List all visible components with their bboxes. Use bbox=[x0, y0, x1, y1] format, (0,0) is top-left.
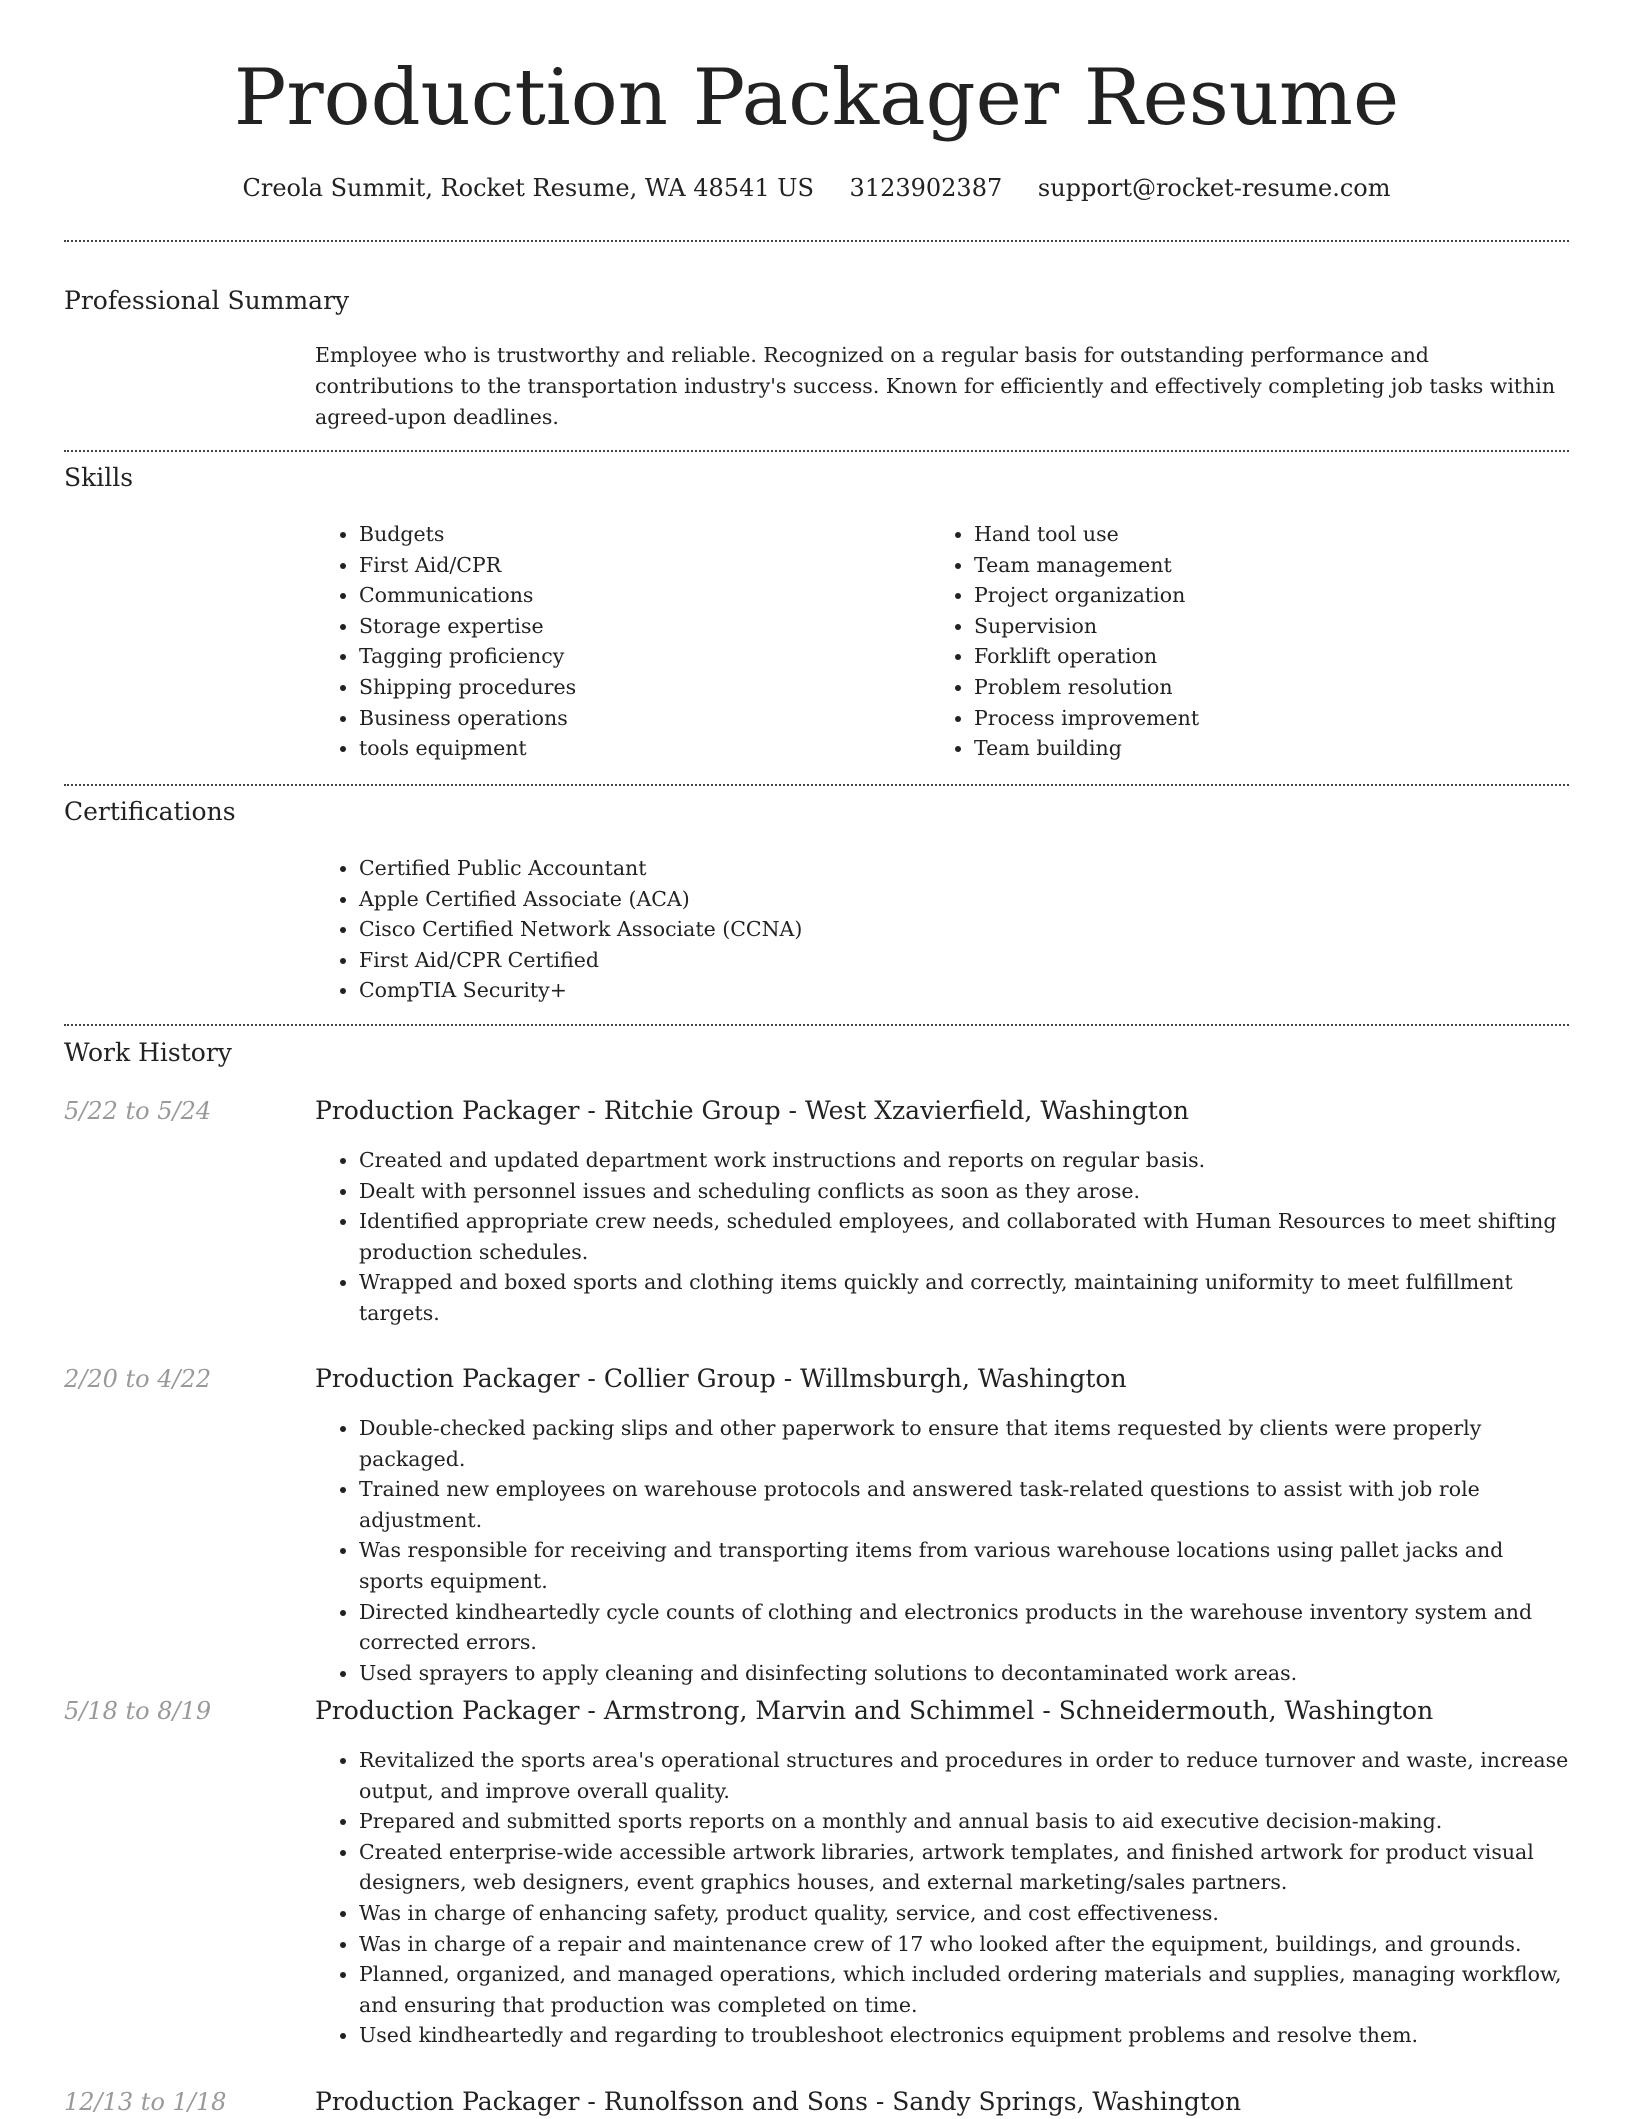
skill-item: • Team management bbox=[974, 550, 1574, 581]
section-divider bbox=[64, 784, 1569, 786]
resume-page bbox=[64, 0, 1569, 2116]
certification-item: • First Aid/CPR Certified bbox=[359, 945, 1559, 976]
job-dates: 5/18 to 8/19 bbox=[64, 1697, 212, 1725]
skill-item: • Budgets bbox=[359, 519, 919, 550]
skill-item: • Forklift operation bbox=[974, 641, 1574, 672]
skills-list-left bbox=[315, 519, 919, 764]
skill-item: • Team building bbox=[974, 733, 1574, 764]
section-divider bbox=[64, 240, 1569, 242]
job-bullets bbox=[315, 1145, 1569, 1329]
resume-title: Production Packager Resume bbox=[233, 53, 1400, 143]
job-bullet: • Dealt with personnel issues and scheduling conflicts as soon as they arose. bbox=[359, 1176, 1569, 1207]
certification-item: • CompTIA Security+ bbox=[359, 975, 1559, 1006]
contact-address: Creola Summit, Rocket Resume, WA 48541 US bbox=[242, 174, 814, 202]
skill-item: • Tagging proficiency bbox=[359, 641, 919, 672]
certification-item: • Apple Certified Associate (ACA) bbox=[359, 884, 1559, 915]
job-bullet: • Was responsible for receiving and transporting items from various warehouse locations using pallet jacks and sports equipment. bbox=[359, 1535, 1569, 1596]
job-title: Production Packager - Runolfsson and Sons - Sandy Springs, Washington bbox=[315, 2087, 1242, 2116]
job-bullet: • Identified appropriate crew needs, scheduled employees, and collaborated with Human Resources to meet shifting production schedules. bbox=[359, 1206, 1569, 1267]
summary-text: Employee who is trustworthy and reliable. Recognized on a regular basis for outstanding performance and contributions to the transportation industry's success. Known for efficiently and effectively completing job tasks within agreed-upon deadlines. bbox=[315, 343, 1556, 429]
certification-item: • Cisco Certified Network Associate (CCNA) bbox=[359, 914, 1559, 945]
skill-item: • Shipping procedures bbox=[359, 672, 919, 703]
skill-item: • Supervision bbox=[974, 611, 1574, 642]
work-history-heading: Work History bbox=[64, 1038, 232, 1067]
job-bullet: • Created enterprise-wide accessible artwork libraries, artwork templates, and finished artwork for product visual designers, web designers, event graphics houses, and external marketing/sales partners. bbox=[359, 1837, 1569, 1898]
job-bullets bbox=[315, 1413, 1569, 1688]
skill-item: • Business operations bbox=[359, 703, 919, 734]
job-bullet: • Trained new employees on warehouse protocols and answered task-related questions to assist with job role adjustment. bbox=[359, 1474, 1569, 1535]
job-dates: 12/13 to 1/18 bbox=[64, 2088, 227, 2116]
contact-phone: 3123902387 bbox=[849, 174, 1003, 202]
contact-email: support@rocket-resume.com bbox=[1037, 174, 1391, 202]
job-bullet: • Used kindheartedly and regarding to troubleshoot electronics equipment problems and resolve them. bbox=[359, 2020, 1569, 2051]
skill-item: • Process improvement bbox=[974, 703, 1574, 734]
skill-item: • Storage expertise bbox=[359, 611, 919, 642]
skill-item: • Hand tool use bbox=[974, 519, 1574, 550]
job-title: Production Packager - Collier Group - Willmsburgh, Washington bbox=[315, 1364, 1127, 1393]
job-bullet: • Created and updated department work instructions and reports on regular basis. bbox=[359, 1145, 1569, 1176]
skills-heading: Skills bbox=[64, 463, 134, 492]
job-dates: 5/22 to 5/24 bbox=[64, 1097, 212, 1125]
skill-item: • Communications bbox=[359, 580, 919, 611]
skill-item: • tools equipment bbox=[359, 733, 919, 764]
job-dates: 2/20 to 4/22 bbox=[64, 1365, 212, 1393]
job-bullet: • Wrapped and boxed sports and clothing items quickly and correctly, maintaining uniformity to meet fulfillment targets. bbox=[359, 1267, 1569, 1328]
job-bullet: • Planned, organized, and managed operations, which included ordering materials and supplies, managing workflow, and ensuring that production was completed on time. bbox=[359, 1959, 1569, 2020]
job-bullet: • Used sprayers to apply cleaning and disinfecting solutions to decontaminated work areas. bbox=[359, 1658, 1569, 1689]
job-bullets bbox=[315, 1745, 1569, 2051]
certifications-list bbox=[315, 853, 1559, 1006]
certification-item: • Certified Public Accountant bbox=[359, 853, 1559, 884]
job-bullet: • Was in charge of a repair and maintenance crew of 17 who looked after the equipment, buildings, and grounds. bbox=[359, 1929, 1569, 1960]
section-divider bbox=[64, 1024, 1569, 1026]
skill-item: • Project organization bbox=[974, 580, 1574, 611]
job-bullet: • Directed kindheartedly cycle counts of clothing and electronics products in the warehouse inventory system and corrected errors. bbox=[359, 1597, 1569, 1658]
job-title: Production Packager - Ritchie Group - West Xzavierfield, Washington bbox=[315, 1096, 1189, 1125]
summary-heading: Professional Summary bbox=[64, 286, 350, 315]
contact-line bbox=[64, 170, 1569, 206]
job-title: Production Packager - Armstrong, Marvin and Schimmel - Schneidermouth, Washington bbox=[315, 1696, 1434, 1725]
job-bullet: • Prepared and submitted sports reports on a monthly and annual basis to aid executive decision-making. bbox=[359, 1806, 1569, 1837]
skills-list-right bbox=[930, 519, 1574, 764]
job-bullet: • Revitalized the sports area's operational structures and procedures in order to reduce turnover and waste, increase output, and improve overall quality. bbox=[359, 1745, 1569, 1806]
skill-item: • First Aid/CPR bbox=[359, 550, 919, 581]
certifications-heading: Certifications bbox=[64, 797, 236, 826]
job-bullet: • Was in charge of enhancing safety, product quality, service, and cost effectiveness. bbox=[359, 1898, 1569, 1929]
job-bullet: • Double-checked packing slips and other paperwork to ensure that items requested by clients were properly packaged. bbox=[359, 1413, 1569, 1474]
skill-item: • Problem resolution bbox=[974, 672, 1574, 703]
section-divider bbox=[64, 450, 1569, 452]
